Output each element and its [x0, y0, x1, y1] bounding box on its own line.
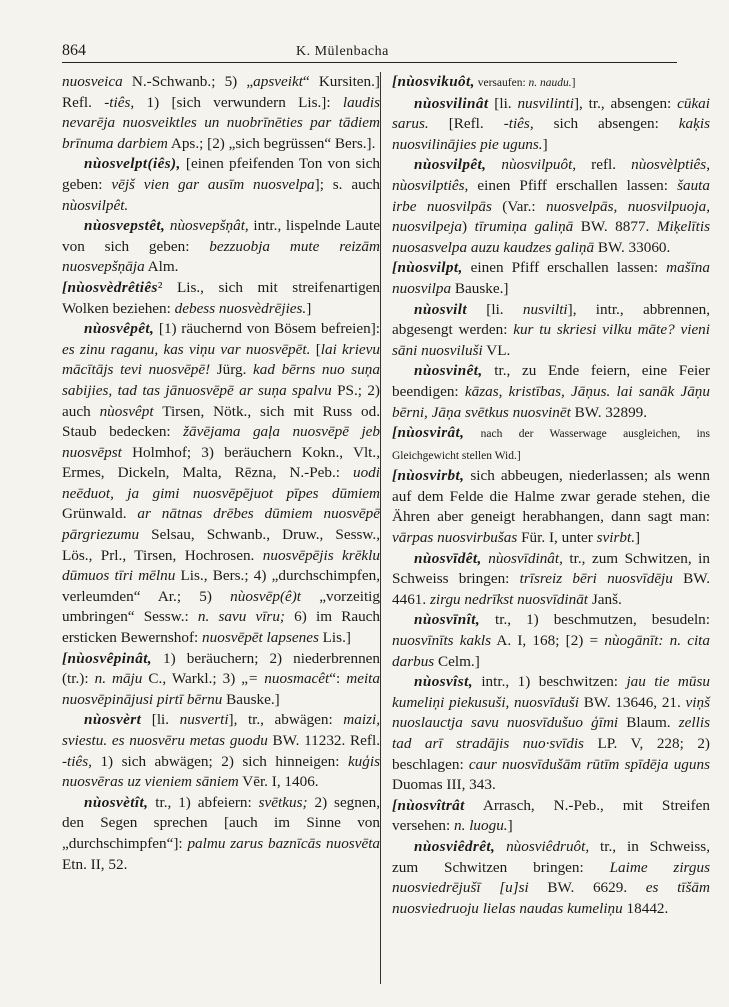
example-text: nùogānīt: n. cita darbus: [392, 632, 710, 670]
headword: nùosvilt: [414, 300, 467, 318]
dictionary-entry: [392, 94, 710, 156]
gloss-text: BW. 32899.: [570, 403, 648, 421]
example-text: n. māju: [94, 670, 143, 688]
example-text: ar nātnas drēbes dūmiem nuosvēpē pārgriezumu: [62, 505, 380, 544]
gloss-text: Bauske.]: [222, 690, 280, 708]
headword: [nùosvikuôt,: [392, 73, 475, 90]
example-text: jau tie mūsu kumeliņi piekusuši, nuosvīduši: [392, 673, 710, 711]
gloss-text: Etn. II, 52.: [62, 855, 128, 873]
example-text: cūkai sarus.: [392, 94, 710, 133]
gloss-text: Vēr. I, 1406.: [238, 773, 319, 791]
gloss-text: Grünwald.: [62, 505, 138, 523]
example-text: kur tu skriesi vilku māte? vieni sāni nuosviluši: [392, 321, 710, 359]
dictionary-entry: [62, 154, 380, 216]
dictionary-entry: [62, 319, 380, 649]
dictionary-entry: [392, 258, 710, 299]
example-text: -tiês,: [503, 115, 534, 133]
gloss-text: ], intr., abbrennen, abgesengt werden:: [392, 300, 711, 339]
gloss-text: ): [462, 218, 475, 236]
gloss-text: BW. 33060.: [594, 238, 671, 256]
gloss-text: Lis.]: [318, 629, 351, 647]
gloss-text: ]: [571, 77, 576, 89]
gloss-text: tr., in Schweiss, zum Schwitzen bringen:: [392, 837, 710, 876]
gloss-text: versaufen:: [474, 77, 529, 89]
dictionary-entry: [392, 466, 710, 548]
example-text: tīrumiņa galiņā: [474, 218, 574, 236]
gloss-text: tr., 1) beschmutzen, besudeln:: [480, 611, 710, 629]
example-text: -tiês,: [62, 752, 92, 770]
gloss-text: 18442.: [622, 899, 669, 917]
gloss-text: BW. 6629.: [528, 879, 646, 897]
gloss-text: VL.: [482, 341, 511, 359]
dictionary-entry: [62, 793, 380, 875]
gloss-text: BW. 4461.: [392, 570, 710, 608]
example-text: nùosvīdinât,: [488, 549, 563, 567]
example-text: zellis tad arī stradājis nuo·svīdis: [392, 714, 710, 752]
gloss-text: PS.; 2) auch: [62, 381, 380, 420]
gloss-text: C., Warkl.; 3) „: [142, 670, 249, 688]
example-text: n. savu vīru;: [197, 608, 285, 626]
example-text: nusvilinti: [517, 94, 574, 112]
gloss-text: BW. 13646, 21.: [579, 693, 686, 711]
example-text: n. naudu.: [528, 77, 572, 89]
gloss-text: tr., 1) abfeiern:: [148, 793, 259, 811]
example-text: caur nuosvīdušām rūtīm spīdēja uguns: [468, 755, 710, 773]
example-text: Miķelītis nuosasvelpa auzu kaudzes galiņā: [392, 218, 710, 256]
example-text: nusvilti: [522, 300, 568, 318]
gloss-text: refl.: [576, 156, 632, 174]
example-text: debess nuosvèdrējies.: [174, 299, 307, 317]
headword: nùosvilpêt,: [414, 156, 487, 174]
gloss-text: Alm.: [144, 258, 179, 276]
headword: nùosvètît,: [84, 793, 149, 811]
gloss-text: intr., 1) beschwitzen:: [472, 673, 627, 691]
gloss-text: Bauske.]: [451, 279, 509, 297]
dictionary-entry: [392, 72, 710, 94]
dictionary-entry: [392, 672, 710, 796]
headword: nùosvīnît,: [414, 611, 481, 629]
gloss-text: [li.: [488, 94, 518, 112]
gloss-text: ]: [306, 299, 312, 317]
left-column: [62, 72, 380, 875]
example-text: laudis nevarēja nuosveiktles un nuobrīnēties par tādiem brīnuma darbiem: [62, 93, 380, 152]
example-text: nuosvēpējis krēklu dūmuos tīri mēlnu: [62, 546, 380, 585]
headword: nùosvèrt: [84, 711, 142, 729]
page-number: 864: [62, 42, 86, 59]
gloss-text: sich abbeugen, niederlassen; als wenn auf dem Felde die Halme zwar gerade stehen, die Ähren aber geneigt herabhangen, dann sagt man:: [392, 467, 710, 526]
gloss-text: [495, 838, 506, 855]
example-text: bezzuobja mute reizām nuosvepšņāja: [62, 237, 380, 276]
gloss-text: ]: [542, 135, 548, 153]
example-text: kaķis nuosvilinājies pie uguns.: [392, 115, 710, 153]
gloss-text: ]; s. auch: [314, 175, 381, 193]
example-text: kad bērns nuo suņa sabijies, tad tas jānuosvēpē ar suņa spalvu: [62, 361, 380, 399]
dictionary-entry: [392, 837, 710, 919]
example-text: uodi neēduot, ja gimi nuosvēpējuot pīpes dūmiem: [62, 464, 380, 502]
gloss-text: 6) im Rauch ersticken Bewernshof:: [62, 608, 380, 647]
header-rule: [62, 62, 677, 63]
example-text: mašīna nuosvilpa: [392, 259, 710, 297]
gloss-text: Für. I, unter: [517, 529, 597, 547]
headword: [nùosvêpinât,: [62, 649, 153, 667]
gloss-text: ], tr., abwägen:: [228, 711, 344, 729]
example-text: nùosvēp(ê)t: [230, 587, 302, 605]
headword: [nùosvilpt,: [392, 259, 463, 277]
gloss-text: 2) segnen, den Segen sprechen [auch im Sinne von „durchschimpfen“]:: [62, 793, 381, 852]
dictionary-entry: [392, 155, 710, 258]
gloss-text: Tirsen, Nötk., sich mit Russ od. Staub bedecken:: [62, 402, 380, 441]
example-text: žāvējama gaļa nuosvēpē jeb nuosvēpst: [62, 423, 380, 461]
headword: nùosvelpt(iês),: [84, 155, 181, 173]
headword: [nùosvirât,: [392, 424, 465, 442]
example-text: svētkus;: [258, 793, 308, 811]
dictionary-entry: [62, 649, 380, 711]
gloss-text: (Var.:: [491, 197, 547, 215]
example-text: palmu zarus baznīcās nuosvēta: [187, 834, 381, 852]
example-text: šauta irbe nuosvilpās: [392, 176, 710, 215]
dictionary-entry: [62, 72, 380, 154]
gloss-text: BW. 8877.: [573, 218, 657, 236]
gloss-text: intr., lispelnde Laute von sich geben:: [62, 217, 380, 255]
gloss-text: BW. 11232. Refl.: [267, 732, 380, 749]
gloss-text: einen Pfiff erschallen lassen:: [462, 259, 667, 277]
example-text: nuosvīnīts kakls: [392, 632, 492, 650]
example-text: kāzas, kristības, Jāņus. lai sanāk Jāņu bērni, Jāņa svētkus nuosvinēt: [392, 382, 710, 421]
example-text: viņš nuoslauctja savu nuosvīdušuo ģīmi: [392, 693, 710, 732]
gloss-text: Janš.: [588, 590, 622, 608]
gloss-text: [Refl.: [428, 115, 504, 133]
gloss-text: Selsau, Schwanb., Druw., Sessw., Lös., Prl., Tirsen, Hochrosen.: [62, 526, 380, 564]
gloss-text: ], tr., absengen:: [573, 94, 678, 112]
headword: [nùosvîtrât: [392, 796, 465, 814]
gloss-text: Blaum.: [618, 714, 679, 732]
example-text: nusverti: [179, 711, 229, 729]
gloss-text: [li.: [141, 711, 180, 729]
headword: [nùosvirbt,: [392, 467, 465, 485]
headword: nùosvepstêt,: [84, 217, 166, 235]
example-text: meita nuosvēpinājusi pirtī bērnu: [62, 670, 380, 708]
gloss-text: 1) [sich verwundern Lis.]:: [134, 93, 343, 111]
right-column: [392, 72, 710, 919]
example-text: nùosvilpuôt,: [501, 156, 577, 174]
example-text: nuosvēpēt lapsenes: [202, 629, 319, 647]
example-text: = nuosmacêt: [248, 670, 330, 688]
example-text: nuosveica: [62, 73, 123, 90]
gloss-text: [: [310, 340, 321, 358]
dictionary-entry: [392, 796, 710, 837]
gloss-text: N.-Schwanb.; 5) „: [122, 73, 254, 90]
example-text: es zinu raganu, kas viņu var nuosvēpēt.: [62, 340, 311, 358]
dictionary-entry: [62, 710, 380, 792]
headword: nùosvêpêt,: [84, 320, 155, 338]
example-text: nùosvèlptiês, nùosvilptiês,: [392, 156, 710, 194]
dictionary-entry: [392, 549, 710, 611]
example-text: zirgu nedrīkst nuosvīdināt: [429, 590, 589, 608]
gloss-text: 1) beräuchern; 2) niederbrennen (tr.):: [62, 649, 380, 688]
gloss-text: einen Pfiff erschallen lassen:: [468, 176, 678, 194]
gloss-text: [einen pfeifenden Ton von sich geben:: [62, 155, 380, 193]
headword: nùosvinêt,: [414, 362, 483, 380]
example-text: n. luogu.: [454, 817, 508, 835]
example-text: svirbt.: [596, 529, 636, 547]
gloss-text: ]: [507, 817, 513, 835]
gloss-text: ]: [635, 529, 641, 547]
gloss-text: Lis., Bers.; 4) „durchschimpfen, verleumden“ Ar.; 5): [62, 567, 380, 605]
gloss-text: “:: [329, 670, 347, 688]
dictionary-entry: [392, 610, 710, 672]
dictionary-entry: [392, 423, 710, 466]
example-text: kuģis nuosvēras uz vieniem sāniem: [62, 752, 380, 791]
gloss-text: sich absengen:: [533, 115, 679, 133]
example-text: trīsreiz bēri nuosvīdēju: [519, 570, 673, 588]
gloss-text: [li.: [467, 300, 523, 318]
example-text: nuosvelpās, nuosvilpuoja, nuosvilpeja: [392, 197, 710, 236]
gloss-text: ² Lis., sich mit streifenartigen Wolken beziehen:: [62, 278, 380, 317]
example-text: apsveikt: [253, 73, 303, 90]
page-header: [62, 38, 677, 60]
column-divider: [380, 72, 381, 984]
gloss-text: LP. V, 228; 2) beschlagen:: [392, 735, 710, 773]
dictionary-entry: [392, 361, 710, 423]
gloss-text: Jürg.: [210, 361, 254, 379]
example-text: nùosviêdruôt,: [506, 837, 590, 855]
gloss-text: tr., zum Schwitzen, in Schweiss bringen:: [392, 549, 710, 588]
gloss-text: Aps.; [2) „sich begrüssen“ Bers.].: [167, 134, 376, 152]
gloss-text: [1) räuchernd von Bösem befreien]:: [154, 320, 380, 338]
gloss-text: Holmhof; 3) beräuchern Kokn., Vlt., Ermes, Dickeln, Malta, Rēzna, N.-Peb.:: [62, 443, 380, 482]
example-text: nùosvilpêt.: [62, 196, 129, 214]
example-text: -tiês,: [104, 93, 135, 111]
running-title: K. Mülenbacha: [296, 44, 389, 59]
example-text: vējš vien gar ausīm nuosvelpa: [111, 175, 315, 193]
gloss-text: [486, 156, 501, 173]
gloss-text: „vorzeitig umbringen“ Sessw.:: [62, 587, 380, 626]
gloss-text: nach der Wasserwage ausgleichen, ins Gleichgewicht stellen Wid.]: [392, 428, 710, 462]
dictionary-entry: [62, 216, 380, 278]
gloss-text: Duomas III, 343.: [392, 776, 496, 794]
gloss-text: “ Kursiten.] Refl.: [62, 73, 380, 111]
dictionary-entry: [62, 278, 380, 319]
gloss-text: A. I, 168; [2) =: [491, 632, 605, 650]
example-text: nùosvêpt: [99, 402, 154, 420]
headword: nùosvîst,: [414, 673, 473, 691]
example-text: vārpas nuosvirbušas: [392, 529, 518, 547]
headword: nùosviêdrêt,: [414, 837, 496, 855]
gloss-text: tr., zu Ende feiern, eine Feier beendigen:: [392, 362, 710, 400]
example-text: lai krievu mācītājs tevi nuosvēpē!: [62, 340, 380, 379]
example-text: nùosvepšņât,: [169, 217, 249, 235]
gloss-text: Celm.]: [434, 652, 480, 670]
headword: nùosvilinât: [414, 94, 489, 112]
gloss-text: Arrasch, N.-Peb., mit Streifen versehen:: [392, 796, 710, 835]
headword: [nùosvèdrêtiês: [62, 278, 158, 296]
gloss-text: 1) sich abwägen; 2) sich hinneigen:: [91, 752, 348, 770]
dictionary-entry: [392, 300, 710, 362]
example-text: maizi, sviestu. es nuosvēru metas guodu: [62, 711, 380, 749]
headword: nùosvīdêt,: [414, 549, 482, 567]
example-text: es tīšām nuosviedruoju lielas naudas kumeliņu: [392, 879, 710, 917]
example-text: Laime zirgus nuosviedrējušī [u]si: [392, 858, 710, 897]
